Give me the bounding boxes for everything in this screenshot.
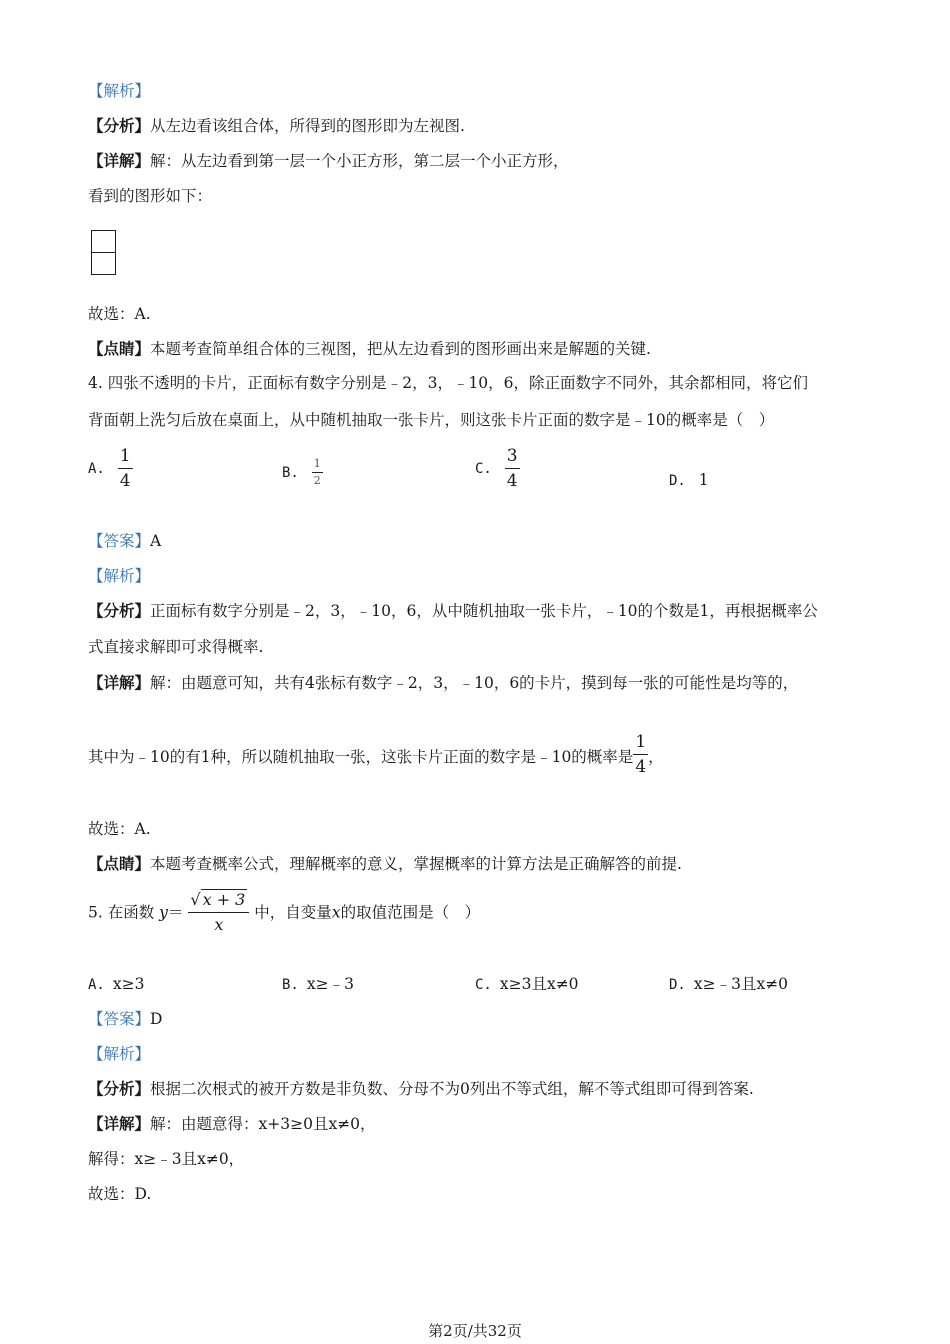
jiexi-label: 【解析】: [88, 1045, 151, 1063]
denominator: x: [214, 915, 224, 934]
result-fraction: [633, 732, 648, 777]
detail-tag: 【详解】: [88, 673, 151, 692]
analysis-paragraph: [88, 600, 818, 622]
option-value: 1: [698, 471, 709, 489]
detail-text: 其中为﹣10的有1种，所以随机抽取一张，这张卡片正面的数字是﹣10的概率是: [88, 748, 634, 766]
q4-option-b: [282, 458, 323, 487]
q4-option-a: [88, 446, 133, 491]
option-letter: C.: [475, 460, 492, 477]
detail-paragraph: [88, 1113, 376, 1135]
analysis-paragraph: [88, 115, 465, 137]
option-text: x≥3: [112, 975, 145, 993]
solution-line: 解得：x≥﹣3且x≠0，: [88, 1150, 245, 1168]
numerator: 1: [313, 457, 321, 470]
q5-stem-tail: 的取值范围是（ ）: [340, 903, 481, 922]
numerator: 1: [119, 446, 131, 466]
square-bottom: [91, 253, 116, 275]
fraction: [118, 446, 133, 491]
answer-tag: 【答案】: [88, 532, 151, 550]
sqrt-symbol: √ x + 3: [190, 890, 246, 909]
fraction: [312, 458, 323, 487]
option-letter: D.: [669, 473, 686, 489]
analysis-text-line2: 式直接求解即可求得概率.: [88, 638, 264, 656]
option-letter: C.: [475, 977, 492, 993]
numerator: 1: [635, 732, 647, 752]
denominator: 4: [119, 471, 131, 491]
denominator: 4: [506, 471, 518, 491]
comment-tag: 【点睛】: [88, 339, 151, 358]
option-text: x≥﹣3: [306, 975, 354, 993]
detail-text-line2: 看到的图形如下：: [88, 187, 213, 205]
fraction: [505, 446, 520, 491]
choice-conclusion: 故选：A.: [88, 305, 151, 323]
analysis-tag: 【分析】: [88, 601, 151, 620]
q5-stem-pre: 5. 在函数: [88, 903, 155, 922]
option-text: x≥﹣3且x≠0: [693, 975, 789, 993]
q5-option-c: [475, 973, 579, 996]
detail-text: 解：从左边看到第一层一个小正方形，第二层一个小正方形，: [150, 152, 569, 170]
equals-sign: ＝: [167, 903, 184, 922]
comma: ，: [648, 748, 664, 766]
choice-conclusion: 故选：A.: [88, 820, 151, 838]
radicand: x + 3: [202, 890, 246, 909]
detail-paragraph: [88, 672, 798, 694]
option-letter: A.: [88, 977, 105, 993]
numerator: [188, 890, 249, 910]
analysis-tag: 【分析】: [88, 116, 151, 135]
detail-text: 解：由题意得：x+3≥0且x≠0，: [150, 1115, 376, 1133]
q4-option-c: [475, 446, 520, 491]
answer-value: D: [150, 1010, 163, 1028]
option-letter: A.: [88, 460, 105, 477]
answer-value: A: [150, 532, 162, 550]
q5-option-b: [282, 973, 354, 996]
denominator: 4: [635, 757, 647, 777]
analysis-tag: 【分析】: [88, 1079, 151, 1098]
page-footer: 第2页/共32页: [428, 1322, 522, 1340]
detail-tag: 【详解】: [88, 151, 151, 170]
analysis-text: 从左边看该组合体，所得到的图形即为左视图.: [150, 117, 465, 135]
answer-tag: 【答案】: [88, 1010, 151, 1028]
square-top: [91, 230, 116, 253]
q4-option-d: [669, 469, 709, 492]
left-view-figure: [91, 230, 116, 276]
answer-line: [88, 1008, 162, 1030]
var-y: y: [159, 903, 168, 922]
detail-text: 解：由题意可知，共有4张标有数字﹣2，3，﹣10，6的卡片，摸到每一张的可能性是均等的，: [150, 674, 799, 692]
comment-paragraph: [88, 853, 682, 875]
var-x: x: [331, 903, 341, 922]
option-letter: B.: [282, 464, 299, 481]
comment-text: 本题考查简单组合体的三视图，把从左边看到的图形画出来是解题的关键.: [150, 340, 651, 358]
option-text: x≥3且x≠0: [499, 975, 579, 993]
q5-stem: [88, 890, 480, 935]
comment-tag: 【点睛】: [88, 854, 151, 873]
analysis-text: 正面标有数字分别是﹣2，3，﹣10，6，从中随机抽取一张卡片，﹣10的个数是1，再根据概率公: [150, 602, 818, 620]
comment-text: 本题考查概率公式，理解概率的意义，掌握概率的计算方法是正确解答的前提.: [150, 855, 682, 873]
detail-paragraph: [88, 150, 569, 172]
jiexi-label: 【解析】: [88, 82, 151, 100]
choice-conclusion: 故选：D.: [88, 1185, 152, 1203]
answer-line: [88, 530, 161, 552]
numerator: 3: [506, 446, 518, 466]
analysis-paragraph: [88, 1078, 754, 1100]
denominator: 2: [313, 474, 321, 487]
analysis-text: 根据二次根式的被开方数是非负数、分母不为0列出不等式组，解不等式组即可得到答案.: [150, 1080, 754, 1098]
detail-text-line2: [88, 732, 664, 777]
option-letter: D.: [669, 977, 686, 993]
option-letter: B.: [282, 977, 299, 993]
jiexi-label: 【解析】: [88, 567, 151, 585]
function-fraction: [188, 890, 249, 935]
q5-stem-post: 中，自变量: [254, 903, 332, 922]
comment-paragraph: [88, 338, 651, 360]
q5-option-d: [669, 973, 788, 996]
detail-tag: 【详解】: [88, 1114, 151, 1133]
q5-option-a: [88, 973, 144, 996]
q4-stem-line1: 4. 四张不透明的卡片，正面标有数字分别是﹣2，3，﹣10，6，除正面数字不同外，其余都相同，将它们: [88, 374, 809, 392]
q4-stem-line2: 背面朝上洗匀后放在桌面上，从中随机抽取一张卡片，则这张卡片正面的数字是﹣10的概率是（ ）: [88, 411, 775, 429]
